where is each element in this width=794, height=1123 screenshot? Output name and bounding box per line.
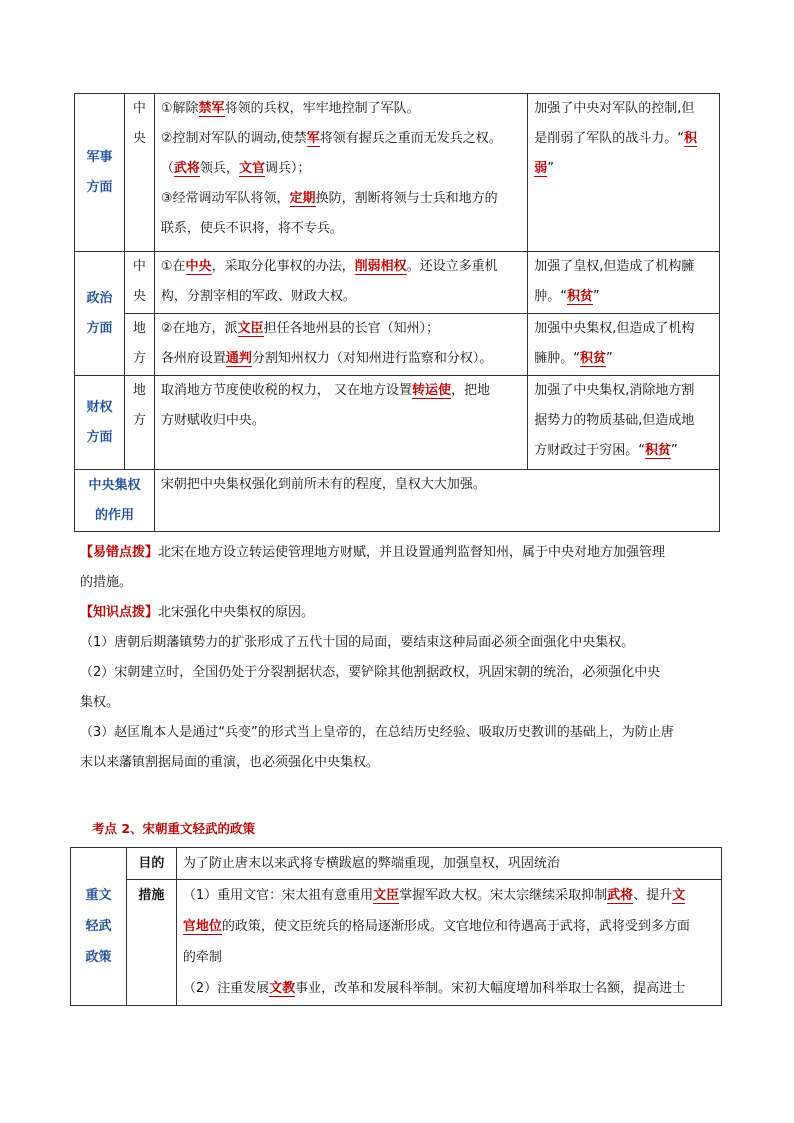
political-local-measures: ②在地方，派文臣担任各地州县的长官（知州）； 各州府设置通判分割知州权力（对知州进行监察和分权）。: [154, 314, 527, 376]
kaodian-title: 考点 2、宋朝重文轻武的政策: [92, 821, 256, 836]
wen-wu-policy-table: [70, 847, 722, 1006]
central-power-table: [74, 93, 720, 532]
political-central-result: 加强了皇权,但造成了机构臃 肿。“积贫”: [528, 252, 720, 314]
mistake-tag: 【易错点拨】: [80, 545, 159, 560]
sub-central: 中 央: [124, 94, 154, 252]
knowledge-text: 北宋强化中央集权的原因。: [158, 605, 315, 620]
mistake-text: 北宋在地方设立转运使管理地方财赋，并且设置通判监督知州，属于中央对地方加强管理: [158, 545, 666, 560]
sub-central: 中 央: [124, 252, 154, 314]
notes-section: [80, 538, 720, 778]
political-central-row: [75, 252, 720, 314]
financial-result: 加强了中央集权,消除地方割 据势力的物质基础,但造成地 方财政过于穷困。“积贫”: [528, 376, 720, 470]
effect-text: 宋朝把中央集权强化到前所未有的程度，皇权大大加强。: [154, 470, 719, 532]
reason-2: （2）宋朝建立时，全国仍处于分裂割据状态，要铲除其他割据政权，巩固宋朝的统治，必须强化中央: [80, 665, 661, 680]
financial-measures: 取消地方节度使收税的权力， 又在地方设置转运使，把地 方财赋收归中央。: [154, 376, 527, 470]
goal-text: 为了防止唐末以来武将专横跋扈的弊端重现，加强皇权，巩固统治: [176, 848, 721, 880]
political-central-measures: ①在中央，采取分化事权的办法，削弱相权。还设立多重机 构，分割宰相的军政、财政大权。: [154, 252, 527, 314]
goal-label: 目的: [126, 848, 176, 880]
sub-local: 地 方: [124, 314, 154, 376]
category-military: 军事 方面: [75, 94, 125, 252]
political-local-row: [75, 314, 720, 376]
measure-label: 措施: [126, 880, 176, 1006]
financial-row: [75, 376, 720, 470]
reason-2-cont: 集权。: [80, 695, 120, 710]
category-political: 政治 方面: [75, 252, 125, 376]
category-effect: 中央集权 的作用: [75, 470, 155, 532]
military-result: 加强了中央对军队的控制,但 是削弱了军队的战斗力。“积 弱”: [528, 94, 720, 252]
reason-1: （1）唐朝后期藩镇势力的扩张形成了五代十国的局面，要结束这种局面必须全面强化中央集权。: [80, 635, 635, 650]
measure-row: [71, 880, 722, 1006]
sub-local: 地 方: [124, 376, 154, 470]
military-measures: ①解除禁军将领的兵权，牢牢地控制了军队。 ②控制对军队的调动,使禁军将领有握兵之重而无发兵之权。 （武将领兵，文官调兵）； ③经常调动军队将领，定期换防，割断将领与士兵和地方的 联系，使兵不识将，将不专兵。: [154, 94, 527, 252]
category-financial: 财权 方面: [75, 376, 125, 470]
effect-row: [75, 470, 720, 532]
political-local-result: 加强中央集权,但造成了机构 臃肿。“积贫”: [528, 314, 720, 376]
knowledge-tag: 【知识点拨】: [80, 605, 159, 620]
goal-row: [71, 848, 722, 880]
reason-3: （3）赵匡胤本人是通过“兵变”的形式当上皇帝的，在总结历史经验、吸取历史教训的基础上，为防止唐: [80, 725, 674, 740]
military-row: [75, 94, 720, 252]
reason-3-cont: 末以来藩镇割据局面的重演，也必须强化中央集权。: [80, 755, 380, 770]
mistake-text-cont: 的措施。: [80, 575, 133, 590]
category-wenwu: 重文 轻武 政策: [71, 848, 127, 1006]
measure-text: （1）重用文官：宋太祖有意重用文臣掌握军政大权。宋太宗继续采取抑制武将、提升文 官地位的政策，使文臣统兵的格局逐渐形成。文官地位和待遇高于武将，武将受到多方面 的牵制 （2）注重发展文教事业，改革和发展科举制。宋初大幅度增加科举取士名额，提高进士: [176, 880, 721, 1006]
